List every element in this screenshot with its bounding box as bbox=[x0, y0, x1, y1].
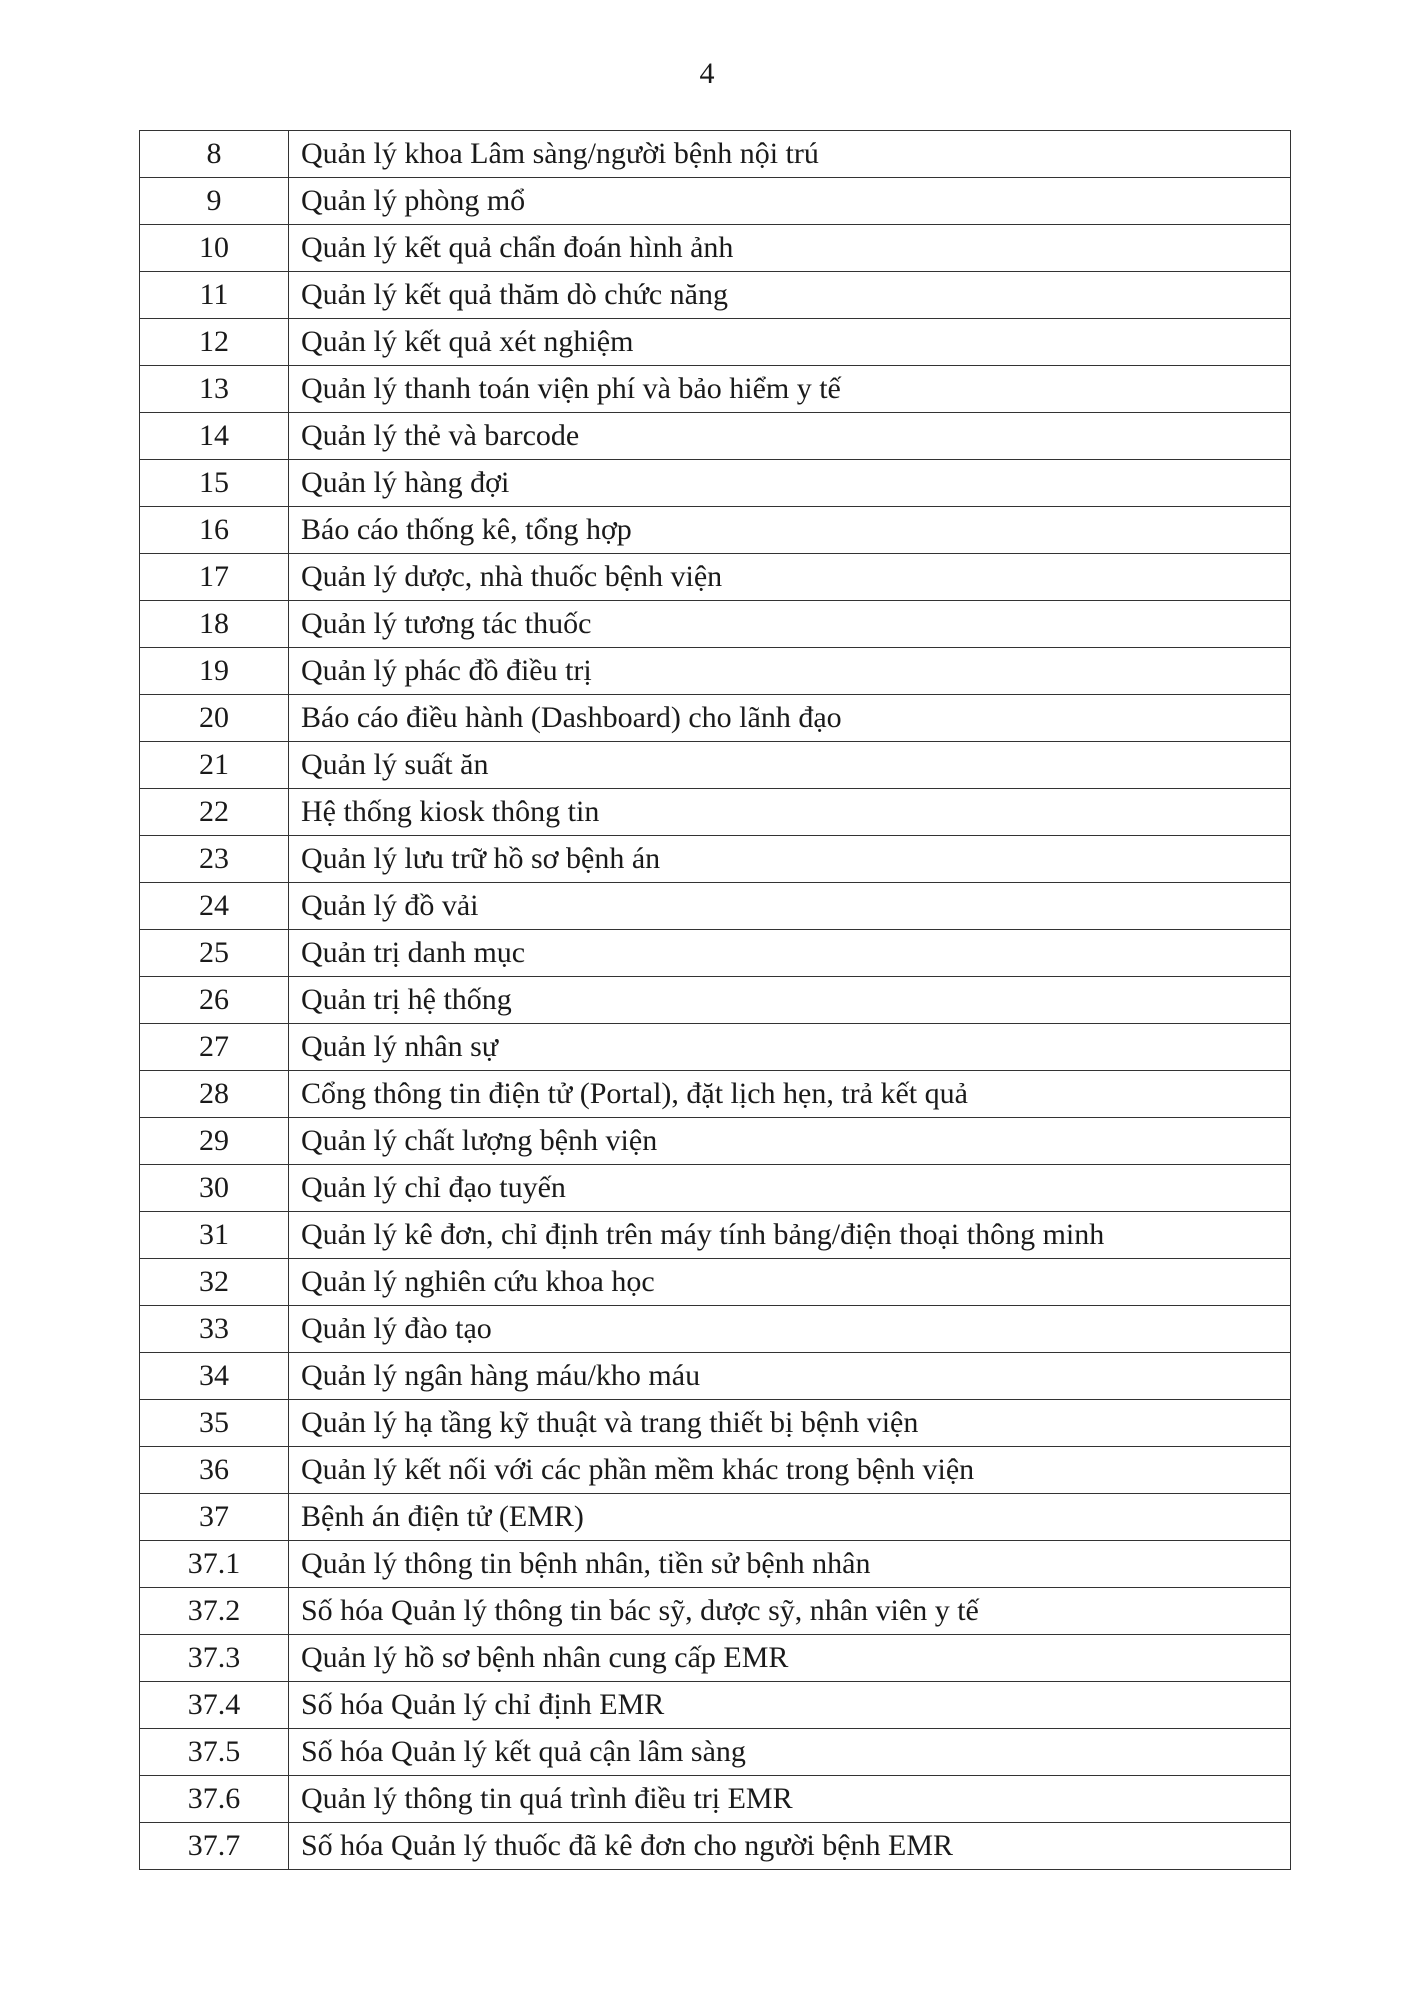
table-row bbox=[140, 413, 1291, 460]
row-number-cell: 37.3 bbox=[140, 1635, 289, 1682]
table-row bbox=[140, 272, 1291, 319]
table-row bbox=[140, 178, 1291, 225]
module-name-cell: Quản lý dược, nhà thuốc bệnh viện bbox=[289, 554, 1291, 601]
module-name-cell: Quản lý kết quả xét nghiệm bbox=[289, 319, 1291, 366]
row-number-cell: 33 bbox=[140, 1306, 289, 1353]
table-row bbox=[140, 1400, 1291, 1447]
row-number-cell: 37 bbox=[140, 1494, 289, 1541]
table-row bbox=[140, 1494, 1291, 1541]
table-row bbox=[140, 460, 1291, 507]
module-name-cell: Quản lý thông tin bệnh nhân, tiền sử bệnh nhân bbox=[289, 1541, 1291, 1588]
row-number-cell: 37.2 bbox=[140, 1588, 289, 1635]
module-name-cell: Quản lý chỉ đạo tuyến bbox=[289, 1165, 1291, 1212]
table-row bbox=[140, 1729, 1291, 1776]
module-name-cell: Quản lý hạ tầng kỹ thuật và trang thiết bị bệnh viện bbox=[289, 1400, 1291, 1447]
row-number-cell: 10 bbox=[140, 225, 289, 272]
table-row bbox=[140, 1353, 1291, 1400]
row-number-cell: 30 bbox=[140, 1165, 289, 1212]
row-number-cell: 21 bbox=[140, 742, 289, 789]
module-name-cell: Quản lý đào tạo bbox=[289, 1306, 1291, 1353]
table-row bbox=[140, 1212, 1291, 1259]
row-number-cell: 14 bbox=[140, 413, 289, 460]
module-name-cell: Quản lý tương tác thuốc bbox=[289, 601, 1291, 648]
table-row bbox=[140, 977, 1291, 1024]
row-number-cell: 25 bbox=[140, 930, 289, 977]
row-number-cell: 27 bbox=[140, 1024, 289, 1071]
table-row bbox=[140, 1635, 1291, 1682]
table-row bbox=[140, 507, 1291, 554]
module-name-cell: Báo cáo thống kê, tổng hợp bbox=[289, 507, 1291, 554]
row-number-cell: 13 bbox=[140, 366, 289, 413]
row-number-cell: 37.6 bbox=[140, 1776, 289, 1823]
module-name-cell: Quản trị hệ thống bbox=[289, 977, 1291, 1024]
module-name-cell: Quản trị danh mục bbox=[289, 930, 1291, 977]
module-name-cell: Quản lý thẻ và barcode bbox=[289, 413, 1291, 460]
row-number-cell: 29 bbox=[140, 1118, 289, 1165]
table-row bbox=[140, 648, 1291, 695]
module-name-cell: Quản lý suất ăn bbox=[289, 742, 1291, 789]
table-row bbox=[140, 1259, 1291, 1306]
module-name-cell: Số hóa Quản lý thuốc đã kê đơn cho người bệnh EMR bbox=[289, 1823, 1291, 1870]
row-number-cell: 8 bbox=[140, 131, 289, 178]
row-number-cell: 11 bbox=[140, 272, 289, 319]
table-row bbox=[140, 930, 1291, 977]
row-number-cell: 19 bbox=[140, 648, 289, 695]
module-name-cell: Quản lý kê đơn, chỉ định trên máy tính bảng/điện thoại thông minh bbox=[289, 1212, 1291, 1259]
table-row bbox=[140, 1823, 1291, 1870]
module-name-cell: Quản lý kết quả thăm dò chức năng bbox=[289, 272, 1291, 319]
row-number-cell: 35 bbox=[140, 1400, 289, 1447]
row-number-cell: 15 bbox=[140, 460, 289, 507]
table-row bbox=[140, 1776, 1291, 1823]
row-number-cell: 37.7 bbox=[140, 1823, 289, 1870]
row-number-cell: 12 bbox=[140, 319, 289, 366]
row-number-cell: 16 bbox=[140, 507, 289, 554]
row-number-cell: 31 bbox=[140, 1212, 289, 1259]
table-row bbox=[140, 836, 1291, 883]
row-number-cell: 34 bbox=[140, 1353, 289, 1400]
module-name-cell: Quản lý nhân sự bbox=[289, 1024, 1291, 1071]
table-row bbox=[140, 1118, 1291, 1165]
table-row bbox=[140, 131, 1291, 178]
row-number-cell: 37.4 bbox=[140, 1682, 289, 1729]
table-row bbox=[140, 1165, 1291, 1212]
module-table bbox=[139, 130, 1291, 1870]
module-name-cell: Số hóa Quản lý thông tin bác sỹ, dược sỹ, nhân viên y tế bbox=[289, 1588, 1291, 1635]
table-row bbox=[140, 1071, 1291, 1118]
table-row bbox=[140, 1541, 1291, 1588]
module-name-cell: Quản lý kết nối với các phần mềm khác trong bệnh viện bbox=[289, 1447, 1291, 1494]
table-row bbox=[140, 1024, 1291, 1071]
table-row bbox=[140, 601, 1291, 648]
module-name-cell: Hệ thống kiosk thông tin bbox=[289, 789, 1291, 836]
module-name-cell: Bệnh án điện tử (EMR) bbox=[289, 1494, 1291, 1541]
module-name-cell: Số hóa Quản lý kết quả cận lâm sàng bbox=[289, 1729, 1291, 1776]
row-number-cell: 37.1 bbox=[140, 1541, 289, 1588]
module-name-cell: Quản lý thông tin quá trình điều trị EMR bbox=[289, 1776, 1291, 1823]
row-number-cell: 24 bbox=[140, 883, 289, 930]
row-number-cell: 20 bbox=[140, 695, 289, 742]
module-name-cell: Quản lý khoa Lâm sàng/người bệnh nội trú bbox=[289, 131, 1291, 178]
table-row bbox=[140, 742, 1291, 789]
module-name-cell: Quản lý hồ sơ bệnh nhân cung cấp EMR bbox=[289, 1635, 1291, 1682]
row-number-cell: 32 bbox=[140, 1259, 289, 1306]
table-row bbox=[140, 789, 1291, 836]
table-row bbox=[140, 1306, 1291, 1353]
module-name-cell: Quản lý phác đồ điều trị bbox=[289, 648, 1291, 695]
module-table-body bbox=[140, 131, 1291, 1870]
module-name-cell: Quản lý ngân hàng máu/kho máu bbox=[289, 1353, 1291, 1400]
module-name-cell: Quản lý lưu trữ hồ sơ bệnh án bbox=[289, 836, 1291, 883]
table-row bbox=[140, 1447, 1291, 1494]
module-name-cell: Số hóa Quản lý chỉ định EMR bbox=[289, 1682, 1291, 1729]
row-number-cell: 9 bbox=[140, 178, 289, 225]
module-name-cell: Báo cáo điều hành (Dashboard) cho lãnh đạo bbox=[289, 695, 1291, 742]
table-row bbox=[140, 695, 1291, 742]
row-number-cell: 18 bbox=[140, 601, 289, 648]
module-name-cell: Quản lý thanh toán viện phí và bảo hiểm y tế bbox=[289, 366, 1291, 413]
row-number-cell: 28 bbox=[140, 1071, 289, 1118]
module-name-cell: Quản lý kết quả chẩn đoán hình ảnh bbox=[289, 225, 1291, 272]
table-row bbox=[140, 554, 1291, 601]
module-name-cell: Quản lý chất lượng bệnh viện bbox=[289, 1118, 1291, 1165]
row-number-cell: 37.5 bbox=[140, 1729, 289, 1776]
row-number-cell: 36 bbox=[140, 1447, 289, 1494]
table-row bbox=[140, 319, 1291, 366]
module-name-cell: Quản lý nghiên cứu khoa học bbox=[289, 1259, 1291, 1306]
page-number: 4 bbox=[699, 57, 715, 90]
row-number-cell: 23 bbox=[140, 836, 289, 883]
module-name-cell: Quản lý đồ vải bbox=[289, 883, 1291, 930]
row-number-cell: 17 bbox=[140, 554, 289, 601]
table-row bbox=[140, 1588, 1291, 1635]
table-row bbox=[140, 883, 1291, 930]
module-name-cell: Quản lý hàng đợi bbox=[289, 460, 1291, 507]
table-row bbox=[140, 1682, 1291, 1729]
module-name-cell: Cổng thông tin điện tử (Portal), đặt lịch hẹn, trả kết quả bbox=[289, 1071, 1291, 1118]
row-number-cell: 22 bbox=[140, 789, 289, 836]
table-row bbox=[140, 225, 1291, 272]
row-number-cell: 26 bbox=[140, 977, 289, 1024]
table-row bbox=[140, 366, 1291, 413]
module-name-cell: Quản lý phòng mổ bbox=[289, 178, 1291, 225]
